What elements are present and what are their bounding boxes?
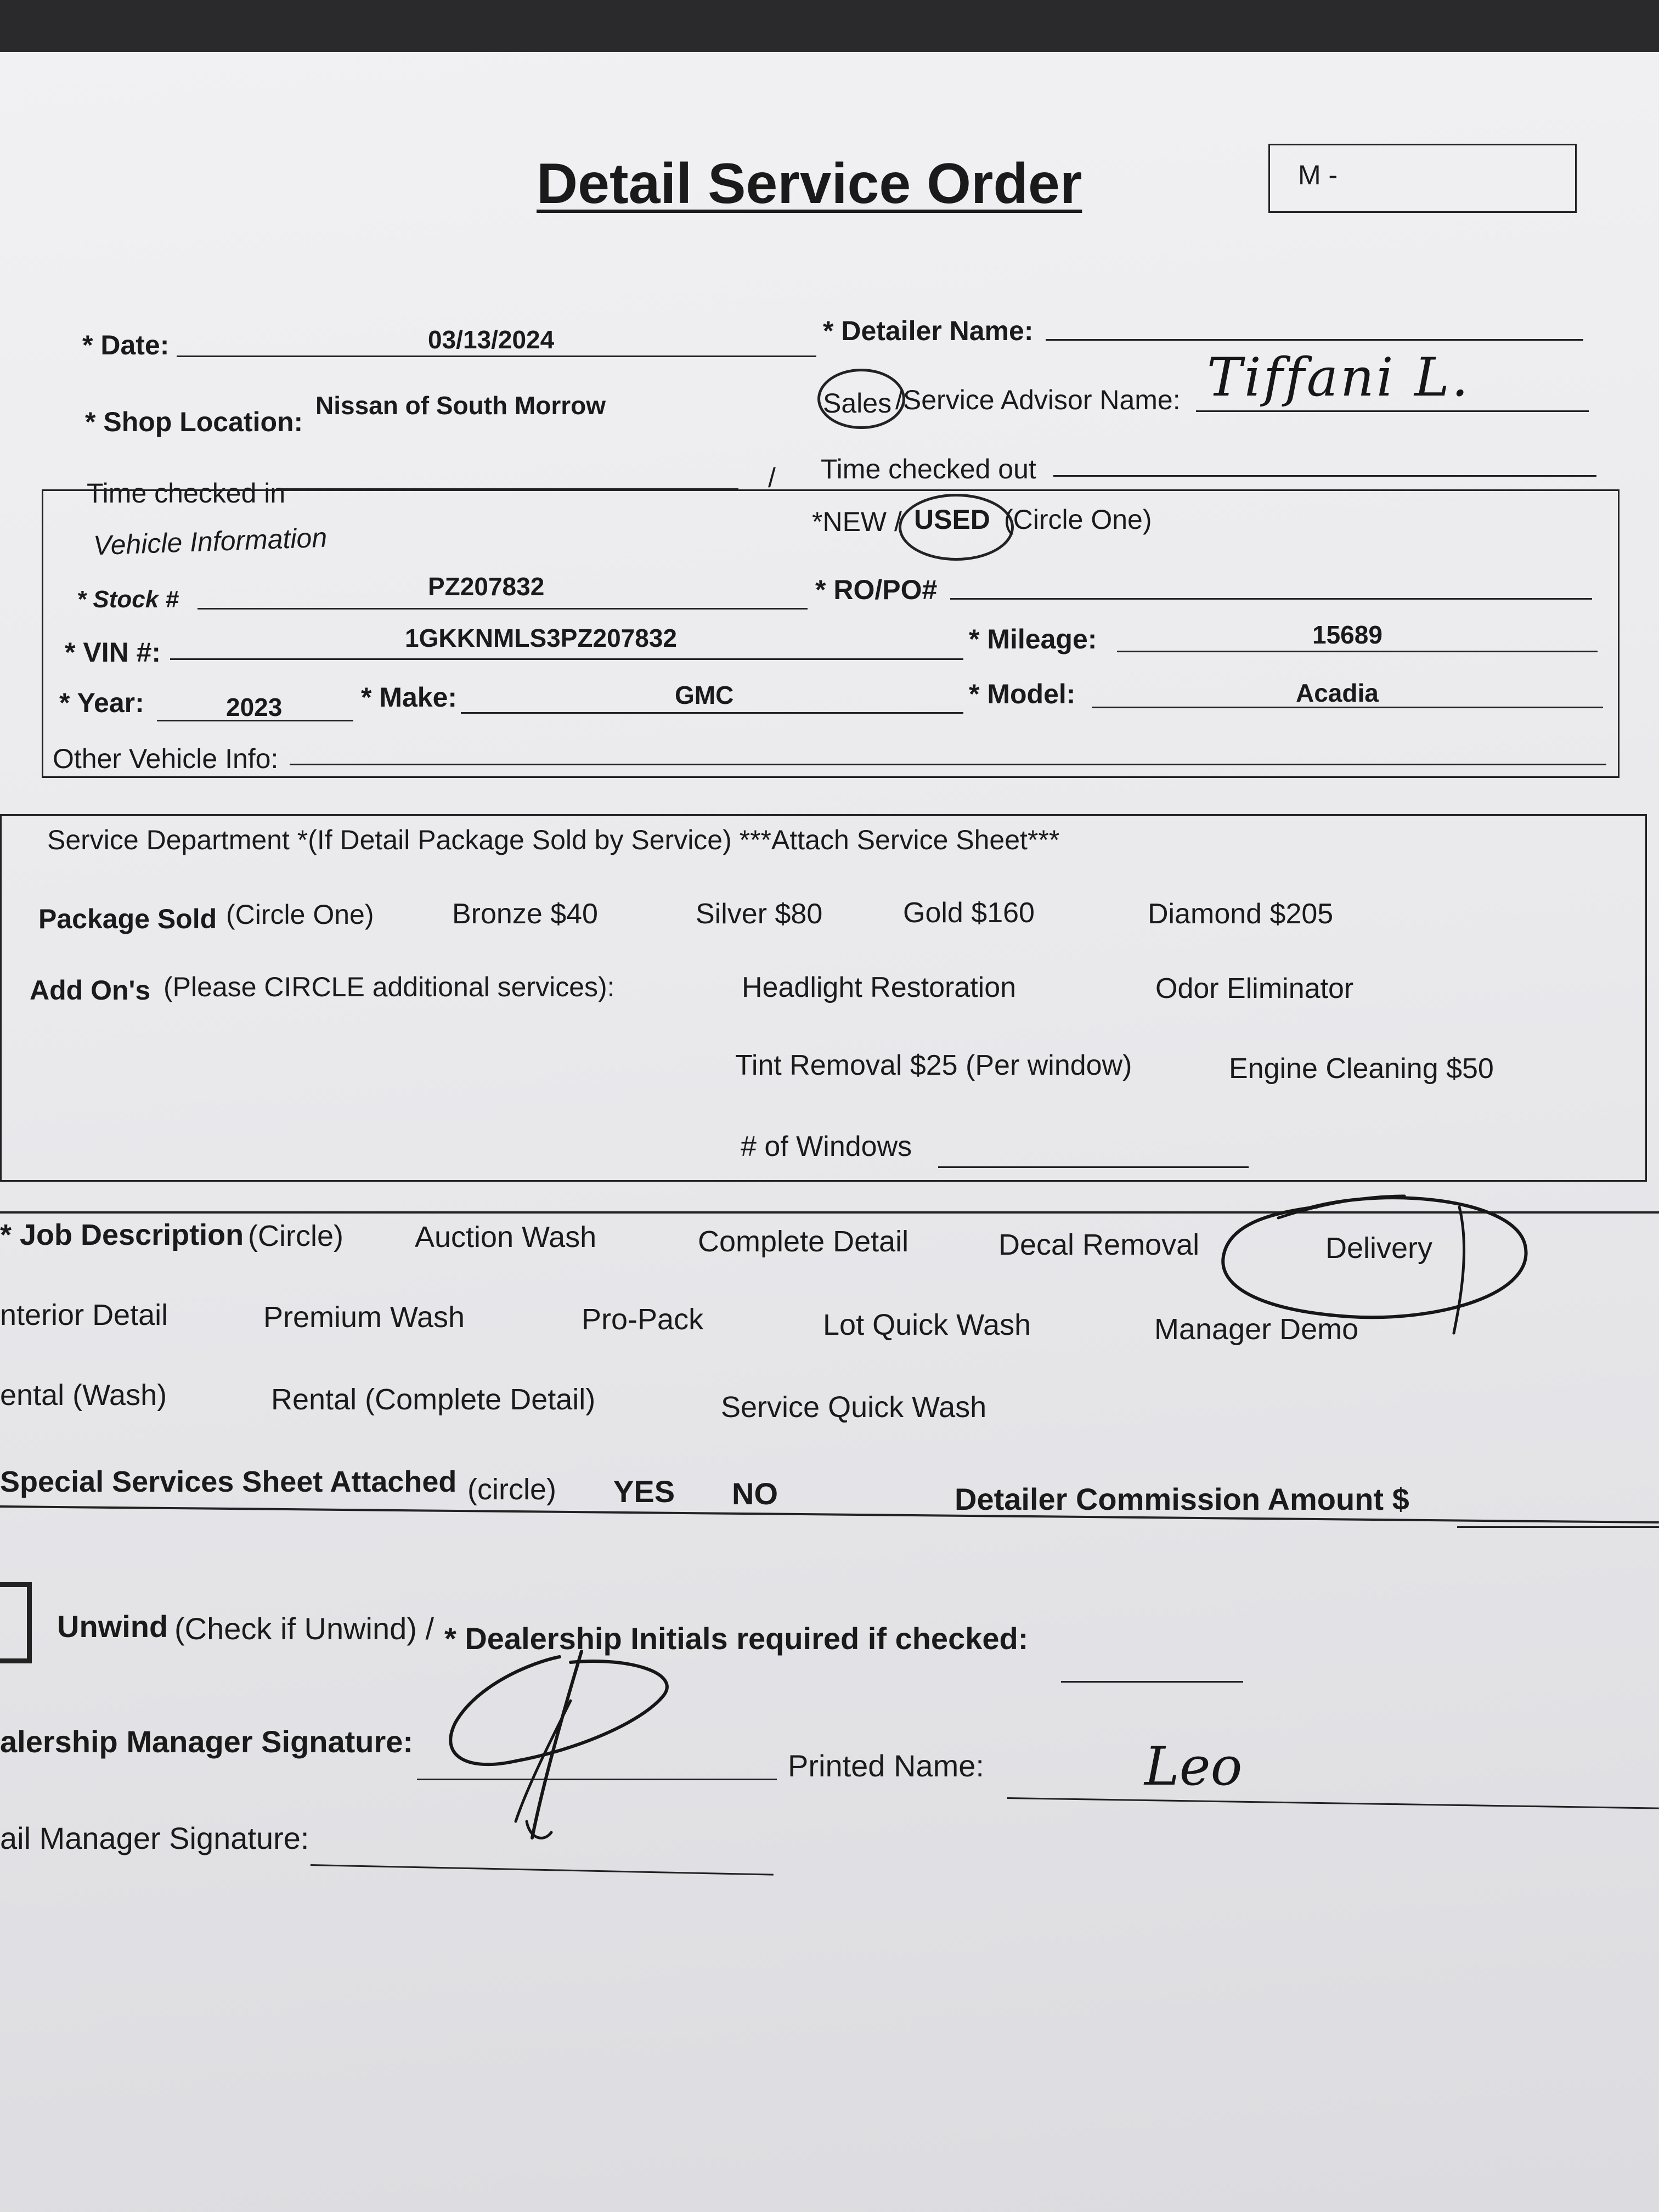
special-no-option[interactable]: NO xyxy=(732,1476,778,1511)
shop-location-label: * Shop Location: xyxy=(85,407,303,437)
manager-signature-mark xyxy=(433,1640,708,1849)
time-checked-out-label: Time checked out xyxy=(821,454,1036,484)
advisor-name-handwriting: Tiffani L. xyxy=(1207,347,1471,408)
mileage-line xyxy=(1117,651,1598,652)
ro-po-line[interactable] xyxy=(950,598,1592,600)
date-value[interactable]: 03/13/2024 xyxy=(428,325,555,354)
addon-odor-eliminator[interactable]: Odor Eliminator xyxy=(1155,973,1354,1005)
date-label: * Date: xyxy=(82,330,170,360)
used-circle-mark xyxy=(899,494,1014,561)
package-sold-suffix: (Circle One) xyxy=(226,899,374,930)
detail-manager-signature-label: ail Manager Signature: xyxy=(0,1821,309,1855)
dealership-manager-signature-label: alership Manager Signature: xyxy=(0,1724,414,1759)
printed-name-handwriting: Leo xyxy=(1144,1736,1243,1797)
stock-label: * Stock # xyxy=(77,586,179,613)
commission-label: Detailer Commission Amount $ xyxy=(955,1482,1409,1516)
stock-line xyxy=(198,608,808,610)
job-interior-detail[interactable]: nterior Detail xyxy=(0,1299,168,1331)
detailer-name-label: * Detailer Name: xyxy=(823,315,1034,346)
make-label: * Make: xyxy=(361,682,458,713)
job-complete-detail[interactable]: Complete Detail xyxy=(698,1225,909,1258)
addons-suffix: (Please CIRCLE additional services): xyxy=(163,972,615,1002)
vehicle-info-label: Vehicle Information xyxy=(93,522,328,561)
special-services-label: Special Services Sheet Attached xyxy=(0,1465,457,1498)
job-service-quick-wash[interactable]: Service Quick Wash xyxy=(721,1391,987,1424)
make-value[interactable]: GMC xyxy=(675,681,734,709)
vin-value[interactable]: 1GKKNMLS3PZ207832 xyxy=(405,624,677,652)
vin-line xyxy=(170,658,963,660)
sales-label: Sales xyxy=(823,388,892,419)
m-number-label: M - xyxy=(1298,160,1338,190)
job-auction-wash[interactable]: Auction Wash xyxy=(415,1221,597,1254)
model-label: * Model: xyxy=(969,679,1076,709)
dealership-initials-line[interactable] xyxy=(1061,1681,1243,1683)
special-yes-option[interactable]: YES xyxy=(613,1474,675,1509)
vin-label: * VIN #: xyxy=(65,637,161,668)
advisor-name-line[interactable] xyxy=(1196,410,1589,412)
unwind-checkbox[interactable] xyxy=(0,1582,32,1663)
addon-headlight-restoration[interactable]: Headlight Restoration xyxy=(742,972,1017,1003)
job-description-label: * Job Description xyxy=(0,1218,244,1251)
package-bronze[interactable]: Bronze $40 xyxy=(452,898,598,930)
addon-engine-cleaning[interactable]: Engine Cleaning $50 xyxy=(1229,1053,1494,1085)
used-label: USED xyxy=(914,504,990,535)
printed-name-label: Printed Name: xyxy=(788,1748,984,1783)
windows-label: # of Windows xyxy=(741,1131,912,1163)
package-diamond[interactable]: Diamond $205 xyxy=(1148,898,1334,930)
time-checked-out-line[interactable] xyxy=(1053,475,1596,477)
circle-one-label: (Circle One) xyxy=(1004,504,1152,535)
job-decal-removal[interactable]: Decal Removal xyxy=(998,1228,1200,1261)
detailer-name-line[interactable] xyxy=(1046,339,1583,341)
sales-circle-mark xyxy=(817,369,905,429)
job-delivery[interactable]: Delivery xyxy=(1325,1232,1433,1265)
job-pro-pack[interactable]: Pro-Pack xyxy=(582,1303,704,1336)
unwind-label: Unwind xyxy=(57,1609,168,1644)
service-advisor-label: /Service Advisor Name: xyxy=(895,385,1181,415)
job-rental-wash[interactable]: ental (Wash) xyxy=(0,1379,167,1412)
addons-label: Add On's xyxy=(30,975,151,1006)
mileage-value[interactable]: 15689 xyxy=(1312,620,1383,649)
other-vehicle-info-line[interactable] xyxy=(290,764,1606,765)
time-slash: / xyxy=(768,462,776,493)
date-line xyxy=(177,356,816,357)
make-line xyxy=(461,712,963,714)
addon-tint-removal[interactable]: Tint Removal $25 (Per window) xyxy=(735,1049,1132,1081)
windows-line[interactable] xyxy=(938,1166,1249,1168)
job-rental-complete-detail[interactable]: Rental (Complete Detail) xyxy=(271,1383,596,1416)
commission-line[interactable] xyxy=(1457,1526,1659,1528)
special-services-suffix: (circle) xyxy=(467,1473,556,1506)
time-checked-in-label: Time checked in xyxy=(87,478,286,509)
job-lot-quick-wash[interactable]: Lot Quick Wash xyxy=(823,1308,1031,1341)
stock-value[interactable]: PZ207832 xyxy=(428,572,545,601)
job-manager-demo[interactable]: Manager Demo xyxy=(1154,1313,1359,1346)
unwind-suffix: (Check if Unwind) / xyxy=(174,1611,435,1646)
shop-location-value[interactable]: Nissan of South Morrow xyxy=(315,391,606,420)
ro-po-label: * RO/PO# xyxy=(815,574,938,605)
package-sold-label: Package Sold xyxy=(38,904,217,934)
form-title: Detail Service Order xyxy=(537,152,1082,216)
new-label: *NEW / xyxy=(812,506,902,537)
job-description-suffix: (Circle) xyxy=(248,1220,343,1252)
job-premium-wash[interactable]: Premium Wash xyxy=(263,1301,465,1334)
year-label: * Year: xyxy=(59,687,144,718)
package-silver[interactable]: Silver $80 xyxy=(696,898,823,930)
model-value[interactable]: Acadia xyxy=(1296,679,1379,707)
service-department-header: Service Department *(If Detail Package Sold by Service) ***Attach Service Sheet*** xyxy=(47,825,1060,855)
dealership-initials-label: * Dealership Initials required if checked: xyxy=(444,1621,1029,1656)
other-vehicle-info-label: Other Vehicle Info: xyxy=(53,743,279,774)
package-gold[interactable]: Gold $160 xyxy=(903,897,1035,929)
mileage-label: * Mileage: xyxy=(969,624,1097,654)
year-value[interactable]: 2023 xyxy=(226,693,283,721)
